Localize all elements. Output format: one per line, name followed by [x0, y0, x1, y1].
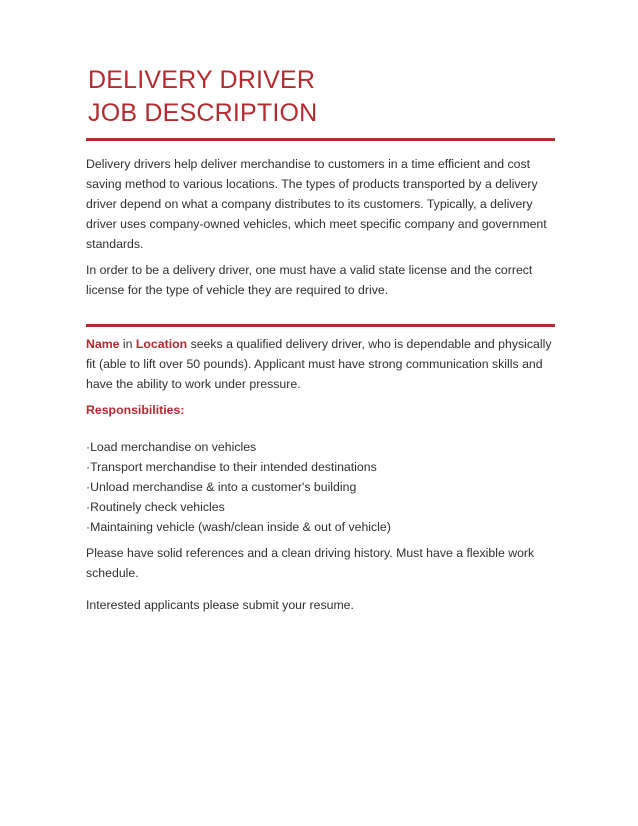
responsibilities-heading: Responsibilities: [86, 403, 185, 417]
title-line-2: JOB DESCRIPTION [88, 99, 318, 127]
posting-paragraph [86, 334, 556, 394]
location-placeholder: Location [135, 337, 188, 351]
responsibility-item: ·Transport merchandise to their intended destinations [86, 460, 377, 474]
responsibility-item: ·Routinely check vehicles [86, 500, 225, 514]
document-title [88, 64, 558, 130]
requirements-paragraph: Please have solid references and a clean driving history. Must have a flexible work schedule. [86, 546, 535, 580]
responsibility-item: ·Maintaining vehicle (wash/clean inside & out of vehicle) [86, 520, 391, 534]
posting-body-text: seeks a qualified delivery driver, who is dependable and physically fit (able to lift over 50 pounds). Applicant must have strong communication skills and have the ability to work under pressure. [86, 337, 552, 391]
responsibilities-list [86, 437, 556, 537]
intro-paragraph: Delivery drivers help deliver merchandise to customers in a time efficient and cost saving method to various locations. The types of products transported by a delivery driver depend on what a company distributes to its customers. Typically, a delivery driver uses company-owned vehicles, which meet specific company and government standards. [86, 157, 547, 251]
section-divider [86, 324, 555, 327]
license-paragraph: In order to be a delivery driver, one must have a valid state license and the correct license for the type of vehicle they are required to drive. [86, 263, 533, 297]
responsibility-item: ·Unload merchandise & into a customer's building [86, 480, 357, 494]
title-divider [86, 138, 555, 141]
closing-paragraph: Interested applicants please submit your resume. [86, 598, 354, 612]
posting-connector-text: in [119, 337, 136, 351]
employer-name-placeholder: Name [86, 337, 120, 351]
title-line-1: DELIVERY DRIVER [88, 66, 316, 94]
responsibility-item: ·Load merchandise on vehicles [86, 440, 257, 454]
